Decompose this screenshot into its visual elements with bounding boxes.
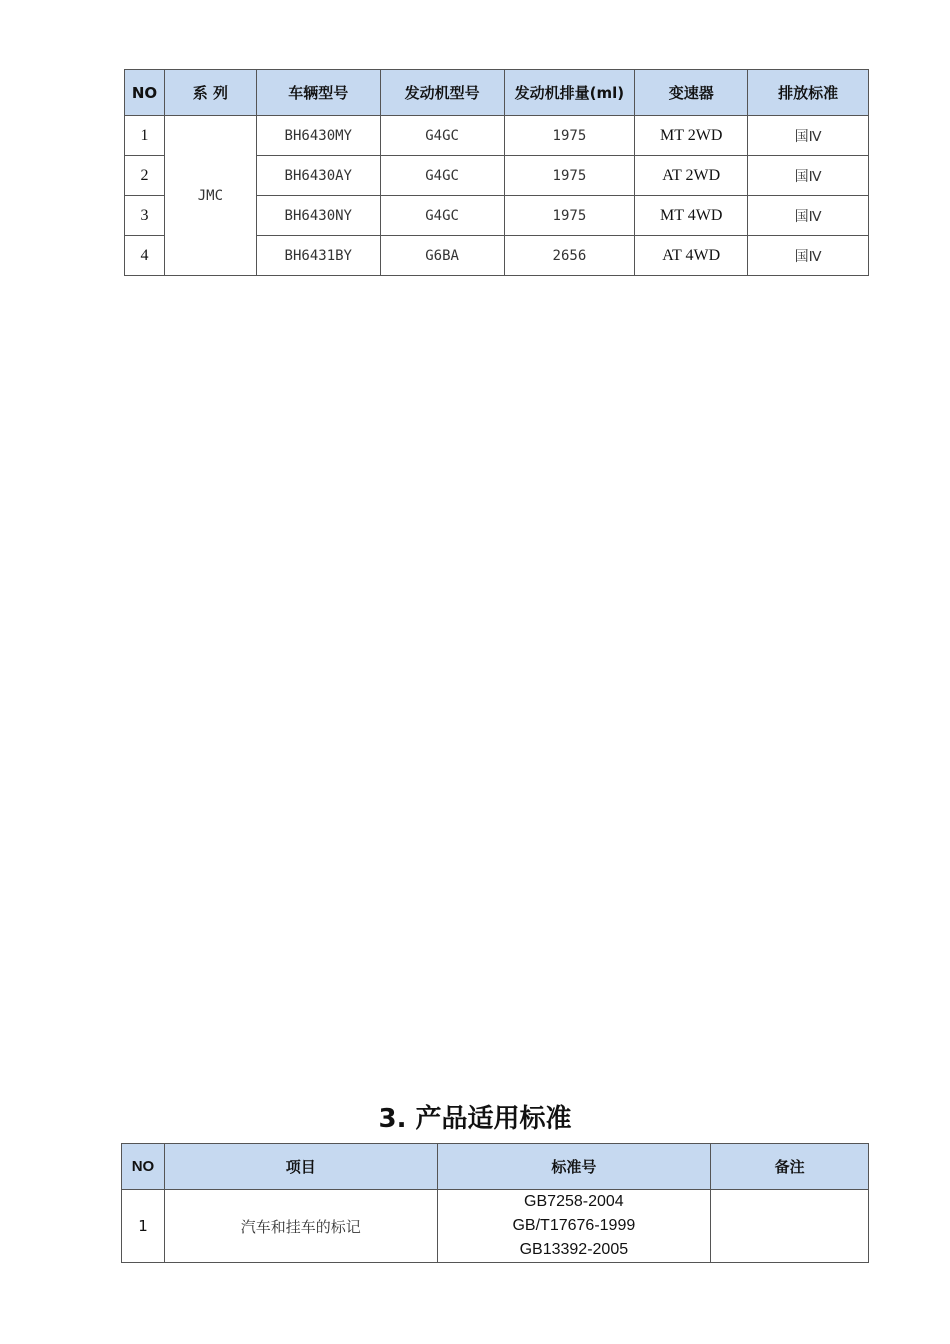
standard-number: GB13392-2005 (519, 1241, 629, 1258)
cell-emission: 国Ⅳ (748, 236, 869, 276)
cell-standard-numbers (437, 1190, 711, 1263)
cell-model: BH6431BY (256, 236, 380, 276)
cell-no: 1 (122, 1190, 165, 1263)
cell-model: BH6430AY (256, 156, 380, 196)
cell-emission: 国Ⅳ (748, 196, 869, 236)
header-engine-model: 发动机型号 (380, 70, 504, 116)
table-header-row (125, 70, 869, 116)
cell-transmission: MT 2WD (635, 116, 748, 156)
cell-displacement: 1975 (504, 116, 635, 156)
header-note: 备注 (711, 1144, 869, 1190)
cell-engine: G4GC (380, 196, 504, 236)
cell-no: 3 (125, 196, 165, 236)
cell-model: BH6430NY (256, 196, 380, 236)
cell-displacement: 1975 (504, 196, 635, 236)
header-displacement: 发动机排量(ml) (504, 70, 635, 116)
cell-displacement: 1975 (504, 156, 635, 196)
table-header-row (122, 1144, 869, 1190)
applicable-standards-table (121, 1143, 869, 1263)
cell-model: BH6430MY (256, 116, 380, 156)
header-emission: 排放标准 (748, 70, 869, 116)
cell-series: JMC (164, 116, 256, 276)
cell-transmission: AT 4WD (635, 236, 748, 276)
cell-item: 汽车和挂车的标记 (164, 1190, 437, 1263)
cell-displacement: 2656 (504, 236, 635, 276)
cell-engine: G6BA (380, 236, 504, 276)
cell-transmission: MT 4WD (635, 196, 748, 236)
table-row (122, 1190, 869, 1263)
header-item: 项目 (164, 1144, 437, 1190)
cell-transmission: AT 2WD (635, 156, 748, 196)
vehicle-model-table (124, 69, 869, 276)
cell-no: 2 (125, 156, 165, 196)
standard-number: GB7258-2004 (524, 1193, 624, 1210)
cell-no: 1 (125, 116, 165, 156)
cell-engine: G4GC (380, 156, 504, 196)
table-row (125, 116, 869, 156)
section-title: 3. 产品适用标准 (378, 1104, 572, 1134)
header-no: NO (125, 70, 165, 116)
header-vehicle-model: 车辆型号 (256, 70, 380, 116)
header-series: 系 列 (164, 70, 256, 116)
standard-number: GB/T17676-1999 (512, 1217, 636, 1234)
header-transmission: 变速器 (635, 70, 748, 116)
cell-no: 4 (125, 236, 165, 276)
header-no: NO (122, 1144, 165, 1190)
cell-note (711, 1190, 869, 1263)
cell-emission: 国Ⅳ (748, 156, 869, 196)
cell-engine: G4GC (380, 116, 504, 156)
cell-emission: 国Ⅳ (748, 116, 869, 156)
header-standard-number: 标准号 (437, 1144, 711, 1190)
